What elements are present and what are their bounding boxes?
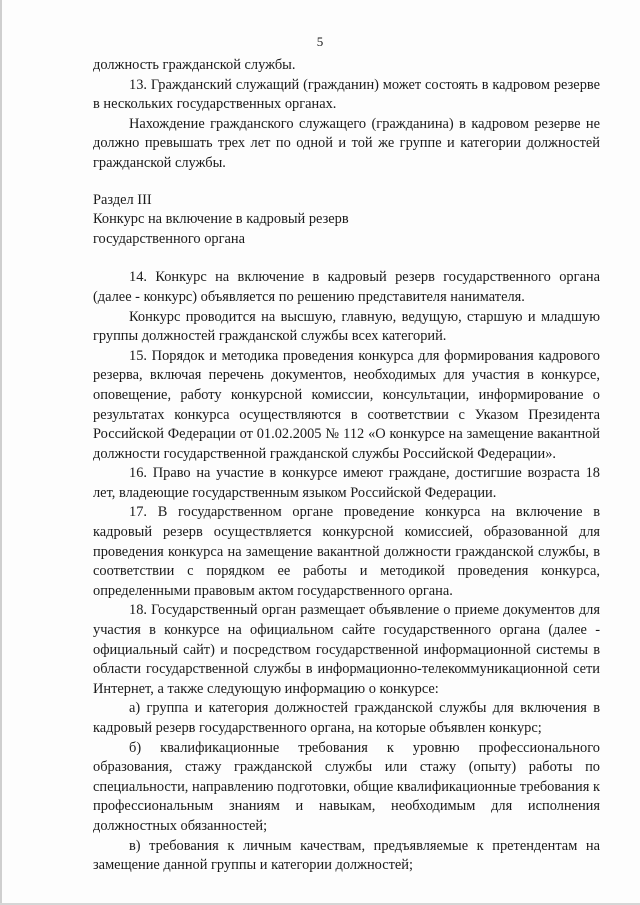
paragraph-18: 18. Государственный орган размещает объявление о приеме документов для участия в конкурсе на официальном сайте государственного органа (далее - официальный сайт) и посредством государственной информационной системы в области государственной службы в информационно-телекоммуникационной сети Интернет, а также следующую информацию о конкурсе: bbox=[93, 602, 600, 697]
paragraph-15: 15. Порядок и методика проведения конкурса для формирования кадрового резерва, включая перечень документов, необходимых для участия в конкурсе, оповещение, работу конкурсной комиссии, консультации, информирование о результатах конкурса осуществляются в соответствии с Указом Президента Российской Федерации от 01.02.2005 № 112 «О конкурсе на замещение вакантной должности государственной гражданской службы Российской Федерации». bbox=[93, 347, 600, 462]
paragraph-14-groups: Конкурс проводится на высшую, главную, ведущую, старшую и младшую группы должностей гражданской службы всех категорий. bbox=[93, 308, 600, 345]
continuation-line: должность гражданской службы. bbox=[93, 57, 296, 73]
scan-edge-left bbox=[0, 0, 2, 905]
document-body bbox=[93, 56, 600, 876]
section-label: Раздел III bbox=[93, 191, 152, 208]
section-title-line-1: Конкурс на включение в кадровый резерв bbox=[93, 211, 349, 228]
paragraph-14: 14. Конкурс на включение в кадровый резерв государственного органа (далее - конкурс) объявляется по решению представителя нанимателя. bbox=[93, 269, 600, 305]
list-item-b: б) квалификационные требования к уровню профессионального образования, стажу гражданской службы или стажу (опыту) работы по специальности, направлению подготовки, общие квалификационные требования к профессиональным знаниям и навыкам, необходимым для исполнения должностных обязанностей; bbox=[93, 739, 600, 834]
paragraph-13: 13. Гражданский служащий (гражданин) может состоять в кадровом резерве в нескольких государственных органах. bbox=[93, 76, 600, 113]
section-title-line-2: государственного органа bbox=[93, 230, 245, 247]
list-item-a: а) группа и категория должностей гражданской службы для включения в кадровый резерв государственного органа, на которые объявлен конкурс; bbox=[93, 700, 600, 736]
paragraph-13-reserve-term: Нахождение гражданского служащего (гражданина) в кадровом резерве не должно превышать трех лет по одной и той же группе и категории должностей гражданской службы. bbox=[93, 115, 600, 171]
paragraph-16: 16. Право на участие в конкурсе имеют граждане, достигшие возраста 18 лет, владеющие государственным языком Российской Федерации. bbox=[93, 465, 600, 501]
page-number: 5 bbox=[316, 34, 324, 49]
list-item-v: в) требования к личным качествам, предъявляемые к претендентам на замещение данной группы и категории должностей; bbox=[93, 837, 600, 874]
paragraph-17: 17. В государственном органе проведение конкурса на включение в кадровый резерв осуществляется конкурсной комиссией, образованной для проведения конкурса на замещение вакантной должности гражданской службы, в соответствии с порядком ее работы и методикой проведения конкурса, определенными правовым актом государственного органа. bbox=[93, 504, 600, 599]
